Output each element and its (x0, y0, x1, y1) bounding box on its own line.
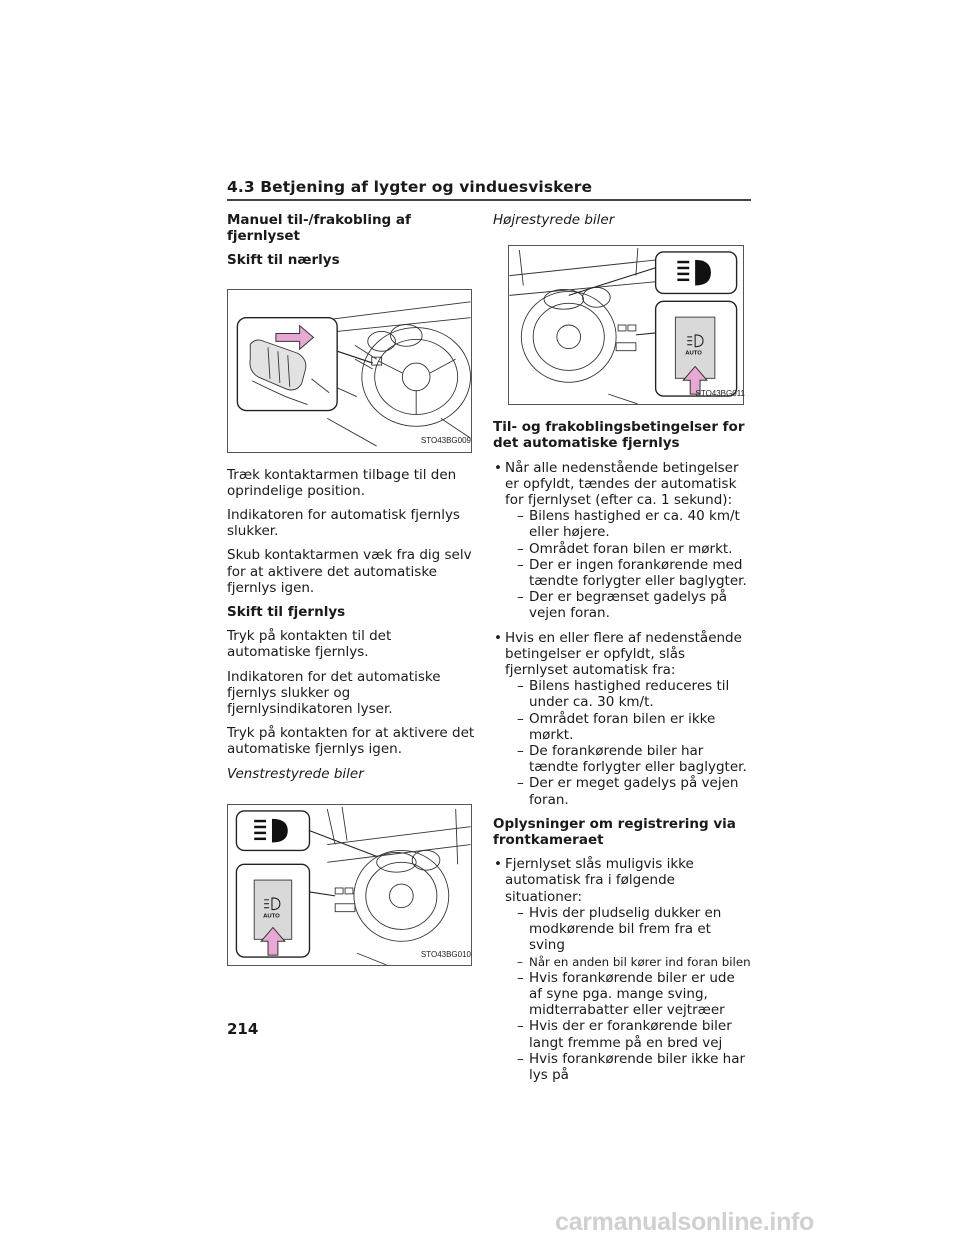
section-rule (227, 199, 751, 201)
bullet-text: Hvis en eller flere af nedenstående betingelser er opfyldt, slås fjernlyset automatisk fra: (505, 629, 742, 679)
figure-code: STO43BG009 (420, 436, 471, 446)
paragraph: Træk kontaktarmen tilbage til den oprindelige position. (227, 466, 457, 499)
lever-illustration (227, 289, 472, 453)
figure-rhd (508, 245, 751, 405)
figure-code: STO43BG010 (420, 949, 471, 959)
heading-camera: Oplysninger om registrering via frontkameraet (493, 815, 736, 849)
page-number: 214 (227, 1020, 259, 1038)
caption-right-hand-drive: Højrestyrede biler (493, 212, 615, 228)
heading-high-beam: Skift til fjernlys (227, 604, 346, 621)
bullet-list-item (493, 630, 751, 808)
paragraph: Skub kontaktarmen væk fra dig selv for at aktivere det automatiske fjernlys igen. (227, 547, 472, 596)
caption-left-hand-drive: Venstrestyrede biler (227, 765, 364, 782)
sub-item: – Bilens hastighed er ca. 40 km/t eller højere. (517, 508, 740, 541)
auto-label: AUTO (263, 913, 280, 920)
sub-item: – Hvis forankørende biler er ude af syne pga. mange sving, midterrabatter eller vejtræer (517, 969, 735, 1019)
bullet-list-item (493, 460, 751, 622)
paragraph: Indikatoren for det automatiske fjernlys slukker og fjernlysindikatoren lyser. (227, 668, 441, 718)
paragraph: Indikatoren for automatisk fjernlys slukker. (227, 507, 460, 540)
figure-lever (227, 289, 477, 453)
sub-item: – Hvis forankørende biler ikke har lys på (517, 1050, 746, 1083)
heading-conditions: Til- og frakoblingsbetingelser for det automatiske fjernlys (493, 419, 745, 452)
rhd-dashboard-illustration (508, 245, 744, 405)
figure-lhd (227, 804, 477, 966)
left-column (227, 212, 477, 966)
heading-manual: Manuel til-/frakobling af fjernlyset (227, 212, 411, 245)
sub-item: – De forankørende biler har tændte forlygter eller baglygter. (517, 743, 747, 776)
right-column (493, 212, 751, 1091)
sub-item: – Hvis der pludselig dukker en modkørende bil frem fra et sving (517, 904, 722, 954)
section-title: 4.3 Betjening af lygter og vinduesviskere (227, 178, 593, 196)
sub-item: – Der er meget gadelys på vejen foran. (517, 775, 739, 808)
bullet-text: Fjernlyset slås muligvis ikke automatisk fra i følgende situationer: (505, 856, 694, 905)
sub-item: – Området foran bilen er mørkt. (517, 540, 733, 557)
paragraph: Tryk på kontakten til det automatiske fjernlys. (227, 628, 392, 661)
heading-low-beam: Skift til nærlys (227, 252, 340, 269)
watermark: carmanualsonline.info (555, 1208, 815, 1236)
sub-item: – Der er begrænset gadelys på vejen foran. (517, 589, 728, 622)
sub-item: – Hvis der er forankørende biler langt fremme på en bred vej (517, 1018, 732, 1051)
sub-item: – Der er ingen forankørende med tændte forlygter eller baglygter. (517, 556, 747, 590)
sub-item: – Området foran bilen er ikke mørkt. (517, 710, 716, 743)
sub-item: – Når en anden bil kører ind foran bilen (517, 954, 751, 969)
auto-label: AUTO (685, 350, 702, 357)
lhd-dashboard-illustration (227, 804, 472, 966)
bullet-list-item (493, 856, 751, 1083)
bullet-symbol: • (494, 629, 502, 646)
paragraph: Tryk på kontakten for at aktivere det automatiske fjernlys igen. (227, 725, 475, 758)
sub-item: – Bilens hastighed reduceres til under ca. 30 km/t. (517, 678, 730, 711)
figure-code: STO43BG011 (695, 389, 745, 398)
bullet-symbol: • (494, 459, 502, 476)
bullet-symbol: • (494, 856, 502, 873)
bullet-text: Når alle nedenstående betingelser er opfyldt, tændes der automatisk for fjernlyset (efter ca. 1 sekund): (505, 459, 739, 509)
